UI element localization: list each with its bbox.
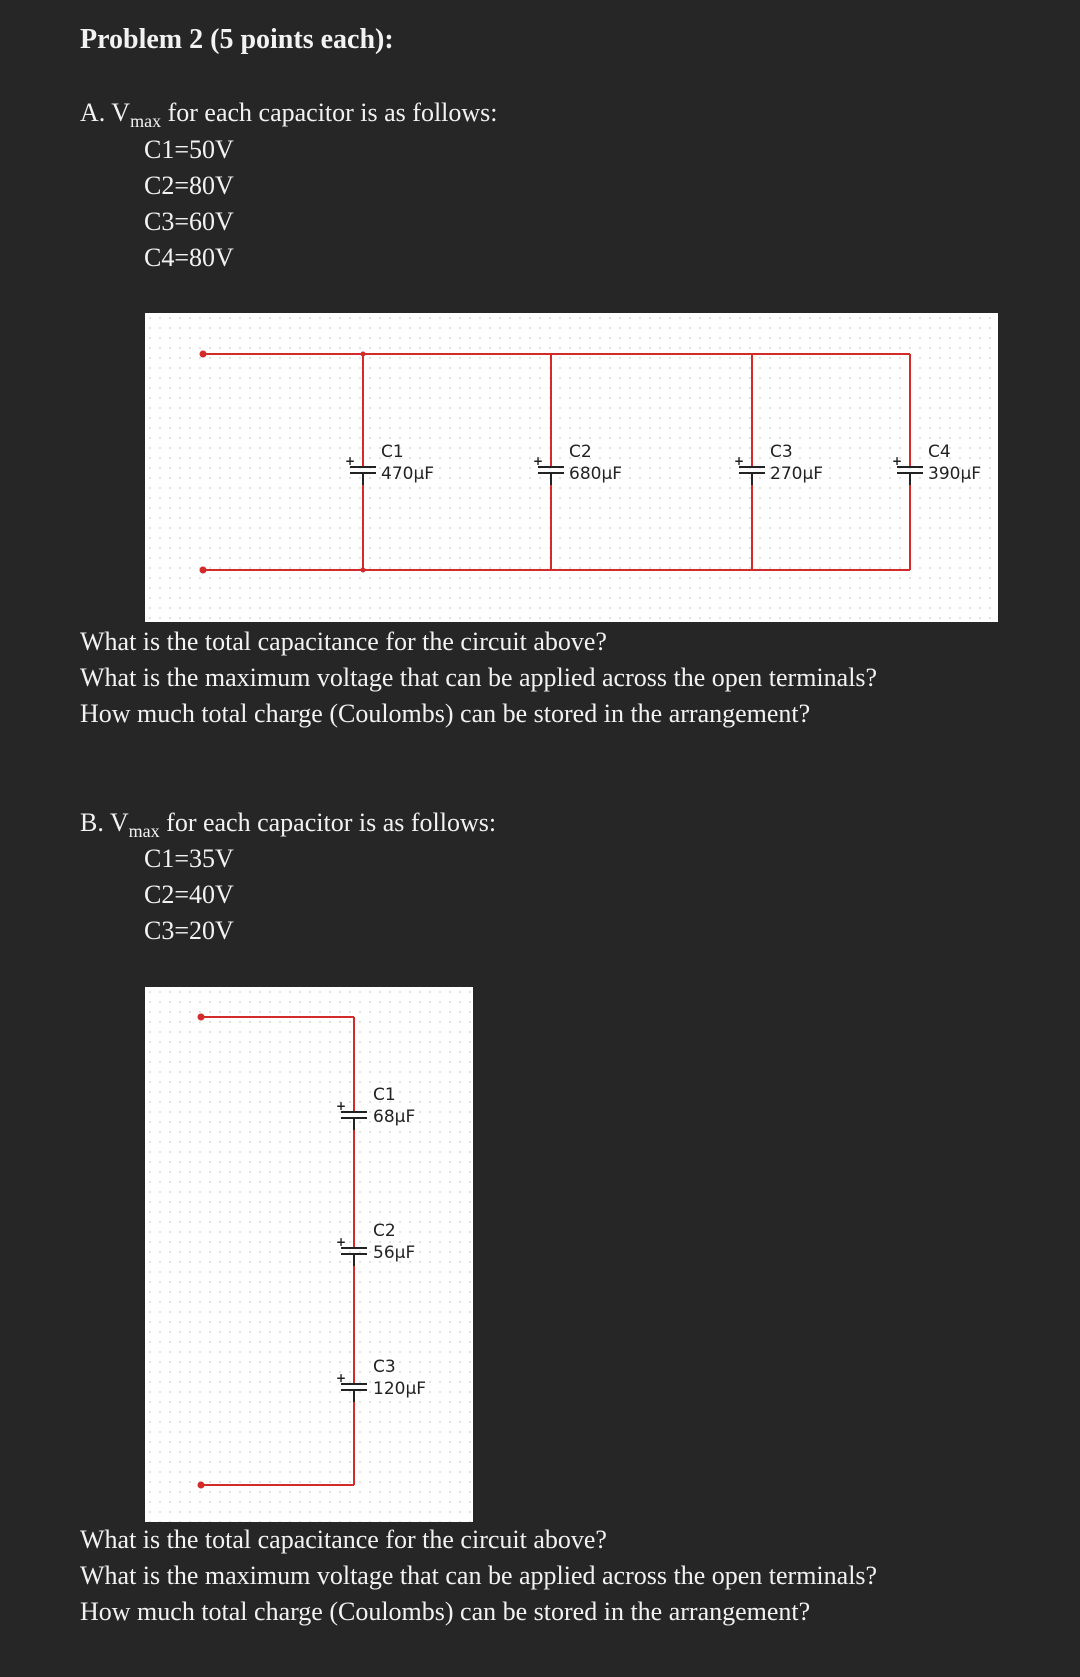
part-b-question-3: How much total charge (Coulombs) can be stored in the arrangement? bbox=[80, 1597, 811, 1626]
cap-value: 270μF bbox=[770, 464, 824, 484]
cap-value: 56μF bbox=[373, 1243, 416, 1263]
polarity-plus: + bbox=[345, 454, 356, 468]
part-a-heading bbox=[80, 98, 498, 131]
terminal-top bbox=[198, 1014, 205, 1021]
polarity-plus: + bbox=[336, 1099, 347, 1113]
circuit-a-diagram bbox=[145, 313, 998, 622]
part-b-vmax-c3: C3=20V bbox=[144, 916, 234, 945]
polarity-plus: + bbox=[336, 1235, 347, 1249]
polarity-plus: + bbox=[734, 454, 745, 468]
terminal-bottom bbox=[198, 1482, 205, 1489]
cap-name: C3 bbox=[373, 1357, 396, 1377]
cap-value: 120μF bbox=[373, 1379, 427, 1399]
cap-value: 470μF bbox=[381, 464, 435, 484]
polarity-plus: + bbox=[892, 454, 903, 468]
part-a-vmax-c1: C1=50V bbox=[144, 135, 234, 164]
cap-name: C2 bbox=[569, 442, 592, 462]
part-a-vmax-c3: C3=60V bbox=[144, 207, 234, 236]
junction-dot bbox=[361, 568, 366, 573]
circuit-a-svg bbox=[145, 313, 998, 622]
terminal-bottom bbox=[200, 567, 207, 574]
part-b-prefix: B. V bbox=[80, 808, 129, 837]
cap-name: C3 bbox=[770, 442, 793, 462]
part-b-sub: max bbox=[128, 821, 160, 841]
cap-value: 68μF bbox=[373, 1107, 416, 1127]
part-a-vmax-c4: C4=80V bbox=[144, 243, 234, 272]
terminal-top bbox=[200, 351, 207, 358]
cap-value: 390μF bbox=[928, 464, 982, 484]
circuit-b-diagram bbox=[145, 987, 473, 1522]
part-a-question-1: What is the total capacitance for the circuit above? bbox=[80, 627, 607, 656]
polarity-plus: + bbox=[533, 454, 544, 468]
grid-background bbox=[145, 987, 473, 1522]
part-a-sub: max bbox=[130, 111, 162, 131]
part-b-vmax-c1: C1=35V bbox=[144, 844, 234, 873]
junction-dot bbox=[361, 352, 366, 357]
part-a-question-2: What is the maximum voltage that can be applied across the open terminals? bbox=[80, 663, 878, 692]
cap-name: C1 bbox=[381, 442, 404, 462]
cap-name: C1 bbox=[373, 1085, 396, 1105]
circuit-b-svg bbox=[145, 987, 473, 1522]
cap-value: 680μF bbox=[569, 464, 623, 484]
polarity-plus: + bbox=[336, 1371, 347, 1385]
part-a-suffix: for each capacitor is as follows: bbox=[161, 98, 498, 127]
part-b-question-1: What is the total capacitance for the circuit above? bbox=[80, 1525, 607, 1554]
part-a-prefix: A. V bbox=[80, 98, 131, 127]
part-b-suffix: for each capacitor is as follows: bbox=[159, 808, 497, 837]
problem-title: Problem 2 (5 points each): bbox=[80, 24, 394, 55]
cap-name: C4 bbox=[928, 442, 951, 462]
part-a-vmax-c2: C2=80V bbox=[144, 171, 234, 200]
part-b-question-2: What is the maximum voltage that can be applied across the open terminals? bbox=[80, 1561, 878, 1590]
part-a-question-3: How much total charge (Coulombs) can be stored in the arrangement? bbox=[80, 699, 811, 728]
part-b-vmax-c2: C2=40V bbox=[144, 880, 234, 909]
cap-name: C2 bbox=[373, 1221, 396, 1241]
part-b-heading bbox=[80, 808, 497, 841]
